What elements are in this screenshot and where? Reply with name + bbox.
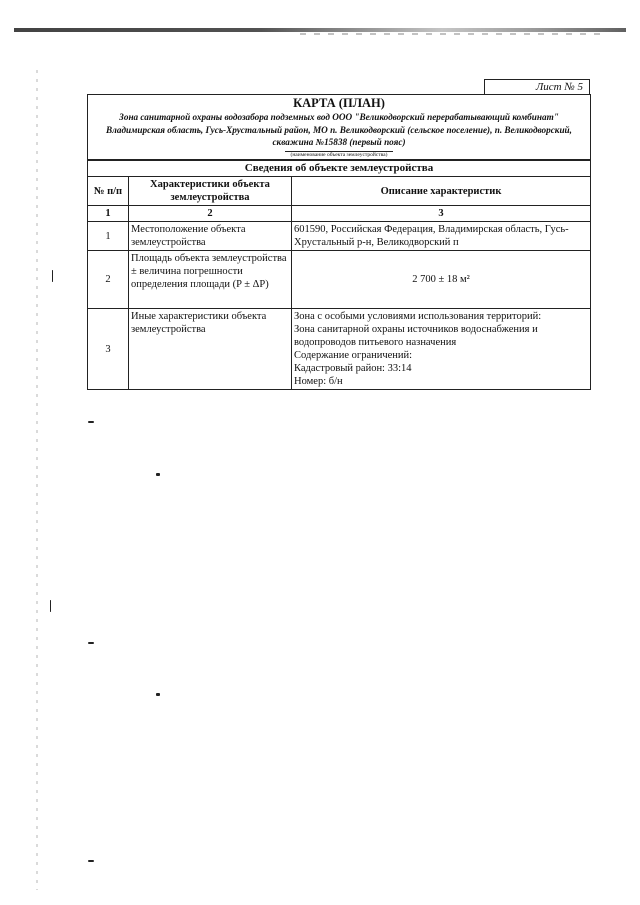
object-caption-row — [87, 151, 591, 160]
header-description: Описание характеристик — [292, 177, 591, 206]
scan-mark — [50, 600, 51, 612]
table-row — [88, 251, 591, 309]
header-characteristic: Характеристики объекта землеустройства — [129, 177, 292, 206]
scan-mark — [156, 473, 160, 476]
column-number-row — [88, 206, 591, 222]
column-number: 1 — [88, 206, 129, 222]
row-description: 2 700 ± 18 м² — [292, 251, 591, 309]
sheet-number-label: Лист № 5 — [484, 79, 590, 95]
description-line: Содержание ограничений: — [294, 350, 413, 361]
description-line: Зона с особыми условиями использования территорий: — [294, 311, 542, 322]
row-characteristic: Местоположение объекта землеустройства — [129, 222, 292, 251]
object-info-table — [87, 160, 591, 390]
row-description — [292, 309, 591, 390]
column-number: 2 — [129, 206, 292, 222]
row-characteristic: Площадь объекта землеустройства ± величина погрешности определения площади (P ± ΔP) — [129, 251, 292, 309]
scan-artifact-top-dashes — [300, 33, 600, 35]
scan-mark — [88, 860, 94, 862]
section-title: Сведения об объекте землеустройства — [88, 161, 591, 177]
table-header-row — [88, 177, 591, 206]
scan-mark — [156, 693, 160, 696]
row-num: 2 — [88, 251, 129, 309]
scan-mark — [88, 421, 94, 423]
scan-artifact-left-edge — [36, 70, 38, 890]
object-caption: (наименование объекта землеустройства) — [285, 151, 394, 158]
object-description: Зона санитарной охраны водозабора подземных вод ООО "Великодворский перерабатывающий комбинат" Владимирская область, Гусь-Хрустальный район, МО п. Великодворский (сельское поселение), п. Великодворский, скважина №15838 (первый пояс) — [106, 112, 572, 147]
section-title-row — [88, 161, 591, 177]
column-number: 3 — [292, 206, 591, 222]
row-num: 3 — [88, 309, 129, 390]
scan-mark — [52, 270, 53, 282]
description-line: Кадастровый район: 33:14 — [294, 363, 412, 374]
description-line: Зона санитарной охраны источников водоснабжения и водопроводов питьевого назначения — [294, 324, 538, 348]
scan-artifact-top — [14, 28, 626, 32]
table-row — [88, 222, 591, 251]
document-title: КАРТА (ПЛАН) — [293, 96, 385, 110]
table-row — [88, 309, 591, 390]
row-characteristic: Иные характеристики объекта землеустройства — [129, 309, 292, 390]
row-num: 1 — [88, 222, 129, 251]
scan-mark — [88, 642, 94, 644]
header-num: № п/п — [88, 177, 129, 206]
row-description: 601590, Российская Федерация, Владимирская область, Гусь-Хрустальный р-н, Великодворский п — [292, 222, 591, 251]
description-line: Номер: б/н — [294, 376, 343, 387]
